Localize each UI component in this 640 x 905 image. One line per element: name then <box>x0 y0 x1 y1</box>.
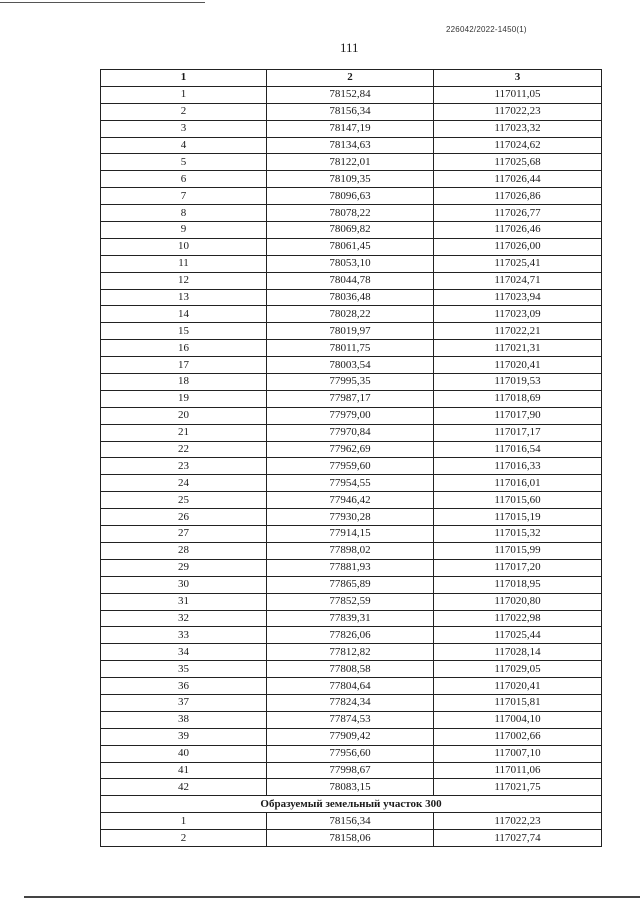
table-row <box>101 475 602 492</box>
y-coordinate-cell: 117004,10 <box>434 711 602 728</box>
table-row <box>101 542 602 559</box>
y-coordinate-cell: 117015,99 <box>434 542 602 559</box>
y-coordinate-cell: 117016,01 <box>434 475 602 492</box>
point-number-cell: 25 <box>101 492 267 509</box>
x-coordinate-cell: 77962,69 <box>267 441 434 458</box>
point-number-cell: 13 <box>101 289 267 306</box>
y-coordinate-cell: 117025,68 <box>434 154 602 171</box>
x-coordinate-cell: 77812,82 <box>267 644 434 661</box>
table-row <box>101 526 602 543</box>
y-coordinate-cell: 117027,74 <box>434 830 602 847</box>
page-number: 111 <box>340 40 359 55</box>
point-number-cell: 12 <box>101 272 267 289</box>
table-row <box>101 559 602 576</box>
point-number-cell: 1 <box>101 813 267 830</box>
table-row <box>101 340 602 357</box>
y-coordinate-cell: 117024,62 <box>434 137 602 154</box>
table-row <box>101 171 602 188</box>
point-number-cell: 26 <box>101 509 267 526</box>
table-row <box>101 627 602 644</box>
y-coordinate-cell: 117025,44 <box>434 627 602 644</box>
x-coordinate-cell: 78156,34 <box>267 103 434 120</box>
table-row <box>101 374 602 391</box>
table-row <box>101 610 602 627</box>
y-coordinate-cell: 117021,75 <box>434 779 602 796</box>
point-number-cell: 16 <box>101 340 267 357</box>
x-coordinate-cell: 77898,02 <box>267 542 434 559</box>
y-coordinate-cell: 117026,77 <box>434 205 602 222</box>
point-number-cell: 31 <box>101 593 267 610</box>
y-coordinate-cell: 117016,33 <box>434 458 602 475</box>
table-row <box>101 188 602 205</box>
x-coordinate-cell: 78147,19 <box>267 120 434 137</box>
table-row <box>101 407 602 424</box>
table-row <box>101 745 602 762</box>
y-coordinate-cell: 117022,23 <box>434 813 602 830</box>
point-number-cell: 27 <box>101 526 267 543</box>
x-coordinate-cell: 77839,31 <box>267 610 434 627</box>
table-row <box>101 813 602 830</box>
x-coordinate-cell: 77826,06 <box>267 627 434 644</box>
point-number-cell: 2 <box>101 103 267 120</box>
table-row <box>101 593 602 610</box>
table-body <box>101 86 602 795</box>
table-row <box>101 762 602 779</box>
y-coordinate-cell: 117025,41 <box>434 255 602 272</box>
table-row <box>101 509 602 526</box>
point-number-cell: 9 <box>101 222 267 239</box>
y-coordinate-cell: 117023,94 <box>434 289 602 306</box>
point-number-cell: 4 <box>101 137 267 154</box>
x-coordinate-cell: 77979,00 <box>267 407 434 424</box>
x-coordinate-cell: 78028,22 <box>267 306 434 323</box>
table-row <box>101 728 602 745</box>
x-coordinate-cell: 77881,93 <box>267 559 434 576</box>
bottom-rule <box>24 896 640 898</box>
coordinates-table <box>100 69 602 847</box>
y-coordinate-cell: 117018,69 <box>434 390 602 407</box>
point-number-cell: 7 <box>101 188 267 205</box>
table-row <box>101 661 602 678</box>
y-coordinate-cell: 117029,05 <box>434 661 602 678</box>
table-row <box>101 137 602 154</box>
x-coordinate-cell: 78003,54 <box>267 357 434 374</box>
point-number-cell: 42 <box>101 779 267 796</box>
point-number-cell: 40 <box>101 745 267 762</box>
x-coordinate-cell: 77824,34 <box>267 694 434 711</box>
table-row <box>101 272 602 289</box>
x-coordinate-cell: 78069,82 <box>267 222 434 239</box>
point-number-cell: 24 <box>101 475 267 492</box>
point-number-cell: 18 <box>101 374 267 391</box>
table-row <box>101 255 602 272</box>
x-coordinate-cell: 78152,84 <box>267 86 434 103</box>
x-coordinate-cell: 78083,15 <box>267 779 434 796</box>
x-coordinate-cell: 77995,35 <box>267 374 434 391</box>
x-coordinate-cell: 77987,17 <box>267 390 434 407</box>
x-coordinate-cell: 78036,48 <box>267 289 434 306</box>
table-header-row <box>101 70 602 87</box>
y-coordinate-cell: 117022,98 <box>434 610 602 627</box>
table-row <box>101 205 602 222</box>
y-coordinate-cell: 117026,46 <box>434 222 602 239</box>
y-coordinate-cell: 117028,14 <box>434 644 602 661</box>
table-row <box>101 678 602 695</box>
point-number-cell: 30 <box>101 576 267 593</box>
x-coordinate-cell: 78096,63 <box>267 188 434 205</box>
table-row <box>101 357 602 374</box>
table-row <box>101 86 602 103</box>
table-row <box>101 390 602 407</box>
y-coordinate-cell: 117026,86 <box>434 188 602 205</box>
y-coordinate-cell: 117007,10 <box>434 745 602 762</box>
x-coordinate-cell: 77930,28 <box>267 509 434 526</box>
x-coordinate-cell: 78044,78 <box>267 272 434 289</box>
x-coordinate-cell: 77946,42 <box>267 492 434 509</box>
x-coordinate-cell: 78156,34 <box>267 813 434 830</box>
table-row <box>101 694 602 711</box>
x-coordinate-cell: 77865,89 <box>267 576 434 593</box>
point-number-cell: 23 <box>101 458 267 475</box>
x-coordinate-cell: 77804,64 <box>267 678 434 695</box>
y-coordinate-cell: 117015,19 <box>434 509 602 526</box>
point-number-cell: 34 <box>101 644 267 661</box>
point-number-cell: 32 <box>101 610 267 627</box>
point-number-cell: 39 <box>101 728 267 745</box>
table-row <box>101 222 602 239</box>
y-coordinate-cell: 117011,05 <box>434 86 602 103</box>
point-number-cell: 37 <box>101 694 267 711</box>
table-row <box>101 711 602 728</box>
point-number-cell: 2 <box>101 830 267 847</box>
table-row <box>101 441 602 458</box>
point-number-cell: 17 <box>101 357 267 374</box>
y-coordinate-cell: 117020,80 <box>434 593 602 610</box>
y-coordinate-cell: 117017,90 <box>434 407 602 424</box>
y-coordinate-cell: 117011,06 <box>434 762 602 779</box>
section-body <box>101 796 602 847</box>
table-row <box>101 779 602 796</box>
y-coordinate-cell: 117016,54 <box>434 441 602 458</box>
x-coordinate-cell: 78061,45 <box>267 238 434 255</box>
point-number-cell: 5 <box>101 154 267 171</box>
x-coordinate-cell: 77808,58 <box>267 661 434 678</box>
x-coordinate-cell: 78109,35 <box>267 171 434 188</box>
point-number-cell: 11 <box>101 255 267 272</box>
table-row <box>101 576 602 593</box>
table-row <box>101 492 602 509</box>
point-number-cell: 29 <box>101 559 267 576</box>
x-coordinate-cell: 77914,15 <box>267 526 434 543</box>
x-coordinate-cell: 78053,10 <box>267 255 434 272</box>
y-coordinate-cell: 117015,60 <box>434 492 602 509</box>
x-coordinate-cell: 77954,55 <box>267 475 434 492</box>
point-number-cell: 6 <box>101 171 267 188</box>
y-coordinate-cell: 117017,20 <box>434 559 602 576</box>
x-coordinate-cell: 78122,01 <box>267 154 434 171</box>
y-coordinate-cell: 117022,21 <box>434 323 602 340</box>
point-number-cell: 35 <box>101 661 267 678</box>
y-coordinate-cell: 117002,66 <box>434 728 602 745</box>
column-header: 1 <box>101 70 267 87</box>
x-coordinate-cell: 77956,60 <box>267 745 434 762</box>
table-row <box>101 154 602 171</box>
point-number-cell: 20 <box>101 407 267 424</box>
point-number-cell: 28 <box>101 542 267 559</box>
point-number-cell: 33 <box>101 627 267 644</box>
y-coordinate-cell: 117015,32 <box>434 526 602 543</box>
x-coordinate-cell: 77998,67 <box>267 762 434 779</box>
section-title: Образуемый земельный участок 300 <box>101 796 602 813</box>
table-row <box>101 644 602 661</box>
table-row <box>101 424 602 441</box>
table-row <box>101 103 602 120</box>
y-coordinate-cell: 117023,09 <box>434 306 602 323</box>
y-coordinate-cell: 117026,44 <box>434 171 602 188</box>
top-rule <box>0 2 205 3</box>
table-row <box>101 238 602 255</box>
y-coordinate-cell: 117023,32 <box>434 120 602 137</box>
y-coordinate-cell: 117015,81 <box>434 694 602 711</box>
y-coordinate-cell: 117020,41 <box>434 678 602 695</box>
x-coordinate-cell: 78011,75 <box>267 340 434 357</box>
x-coordinate-cell: 77909,42 <box>267 728 434 745</box>
column-header: 2 <box>267 70 434 87</box>
y-coordinate-cell: 117021,31 <box>434 340 602 357</box>
point-number-cell: 15 <box>101 323 267 340</box>
x-coordinate-cell: 78078,22 <box>267 205 434 222</box>
y-coordinate-cell: 117018,95 <box>434 576 602 593</box>
x-coordinate-cell: 77959,60 <box>267 458 434 475</box>
point-number-cell: 38 <box>101 711 267 728</box>
y-coordinate-cell: 117019,53 <box>434 374 602 391</box>
section-header-row <box>101 796 602 813</box>
point-number-cell: 21 <box>101 424 267 441</box>
x-coordinate-cell: 78019,97 <box>267 323 434 340</box>
x-coordinate-cell: 78158,06 <box>267 830 434 847</box>
table-row <box>101 289 602 306</box>
x-coordinate-cell: 77970,84 <box>267 424 434 441</box>
point-number-cell: 1 <box>101 86 267 103</box>
y-coordinate-cell: 117026,00 <box>434 238 602 255</box>
point-number-cell: 36 <box>101 678 267 695</box>
point-number-cell: 10 <box>101 238 267 255</box>
y-coordinate-cell: 117022,23 <box>434 103 602 120</box>
point-number-cell: 14 <box>101 306 267 323</box>
table-row <box>101 458 602 475</box>
point-number-cell: 8 <box>101 205 267 222</box>
table-row <box>101 323 602 340</box>
document-id: 226042/2022-1450(1) <box>446 25 527 34</box>
y-coordinate-cell: 117024,71 <box>434 272 602 289</box>
table-row <box>101 120 602 137</box>
point-number-cell: 22 <box>101 441 267 458</box>
table-row <box>101 830 602 847</box>
table-row <box>101 306 602 323</box>
x-coordinate-cell: 78134,63 <box>267 137 434 154</box>
y-coordinate-cell: 117020,41 <box>434 357 602 374</box>
point-number-cell: 19 <box>101 390 267 407</box>
point-number-cell: 3 <box>101 120 267 137</box>
y-coordinate-cell: 117017,17 <box>434 424 602 441</box>
x-coordinate-cell: 77874,53 <box>267 711 434 728</box>
x-coordinate-cell: 77852,59 <box>267 593 434 610</box>
column-header: 3 <box>434 70 602 87</box>
point-number-cell: 41 <box>101 762 267 779</box>
